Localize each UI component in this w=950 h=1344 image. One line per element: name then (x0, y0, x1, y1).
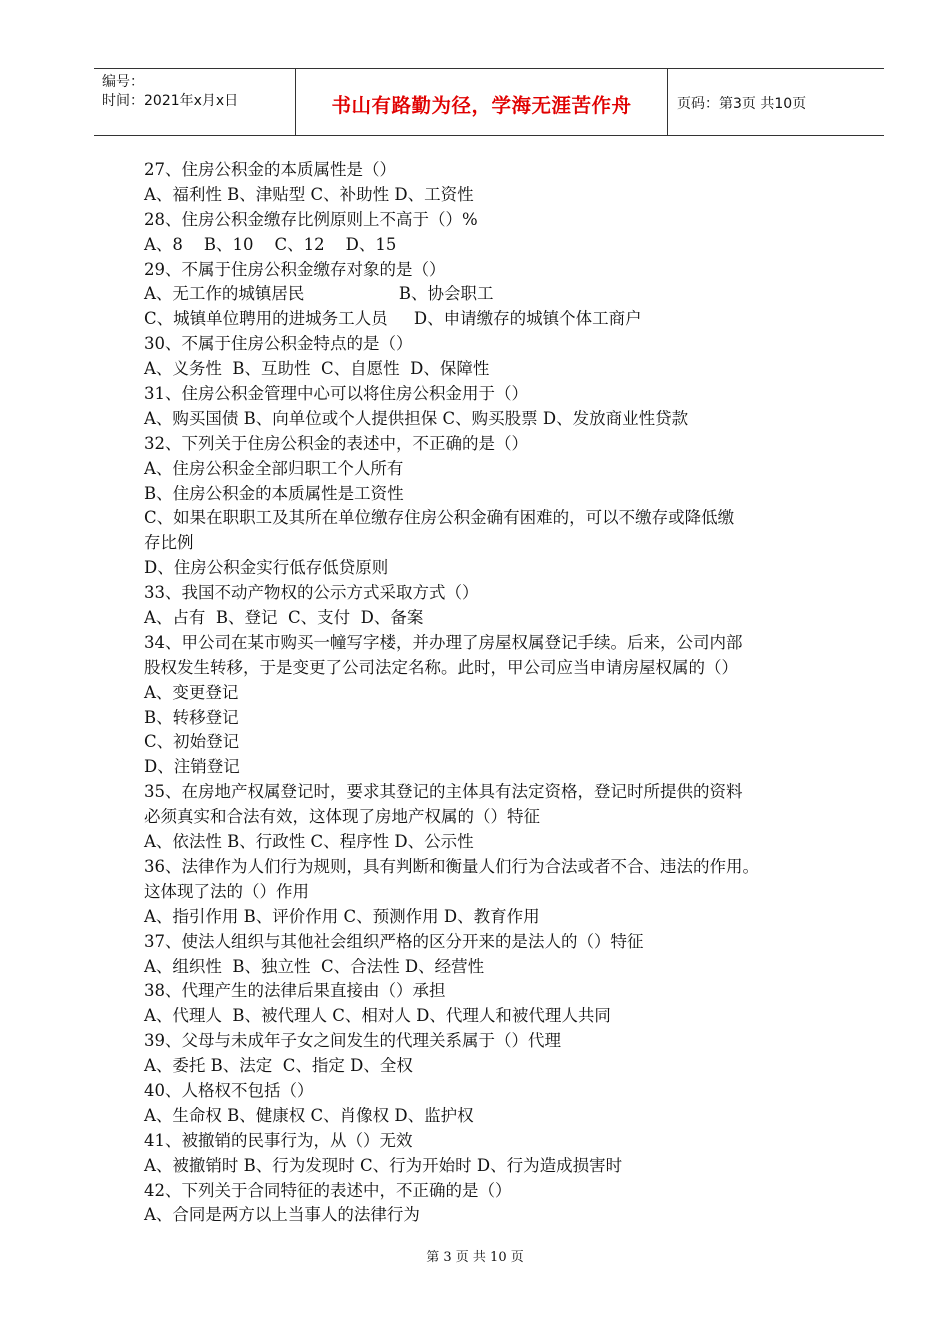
text-line: A、变更登记 (144, 682, 239, 702)
text-line: 34、甲公司在某市购买一幢写字楼，并办理了房屋权属登记手续。后来，公司内部 (144, 632, 743, 652)
document-body (144, 158, 850, 1228)
header-divider (667, 69, 668, 135)
text-line: 31、住房公积金管理中心可以将住房公积金用于（） (144, 384, 528, 404)
text-line: 必须真实和合法有效，这体现了房地产权属的（）特征 (144, 807, 540, 827)
text-line: 38、代理产生的法律后果直接由（）承担 (144, 981, 446, 1001)
text-line: A、福利性 B、津贴型 C、补助性 D、工资性 (144, 184, 474, 204)
text-line: D、住房公积金实行低存低贷原则 (144, 558, 389, 578)
header-meta (102, 73, 238, 111)
text-line: 42、下列关于合同特征的表述中，不正确的是（） (144, 1180, 512, 1200)
text-line: 28、住房公积金缴存比例原则上不高于（）% (144, 209, 478, 229)
text-line: A、组织性 B、独立性 C、合法性 D、经营性 (144, 956, 485, 976)
text-line: 32、下列关于住房公积金的表述中，不正确的是（） (144, 433, 528, 453)
text-line: A、无工作的城镇居民 B、协会职工 (144, 284, 494, 304)
text-line: 27、住房公积金的本质属性是（） (144, 160, 396, 179)
header-page-info: 页码：第3页 共10页 (677, 96, 807, 112)
text-line: 36、法律作为人们行为规则，具有判断和衡量人们行为合法或者不合、违法的作用。 (144, 856, 759, 876)
text-line: 39、父母与未成年子女之间发生的代理关系属于（）代理 (144, 1031, 561, 1051)
text-line: A、合同是两方以上当事人的法律行为 (144, 1205, 420, 1225)
text-line: A、义务性 B、互助性 C、自愿性 D、保障性 (144, 359, 490, 379)
text-line: A、生命权 B、健康权 C、肖像权 D、监护权 (144, 1105, 474, 1125)
text-line: A、代理人 B、被代理人 C、相对人 D、代理人和被代理人共同 (144, 1006, 611, 1026)
text-line: C、城镇单位聘用的进城务工人员 D、申请缴存的城镇个体工商户 (144, 309, 642, 329)
text-line: A、依法性 B、行政性 C、程序性 D、公示性 (144, 832, 474, 852)
code-label: 编号： (102, 74, 144, 90)
page-header (94, 68, 884, 136)
text-line: 41、被撤销的民事行为，从（）无效 (144, 1130, 413, 1150)
text-line: D、注销登记 (144, 757, 240, 777)
text-line: 37、使法人组织与其他社会组织严格的区分开来的是法人的（）特征 (144, 931, 644, 951)
text-line: C、初始登记 (144, 732, 240, 752)
page-footer: 第 3 页 共 10 页 (426, 1250, 524, 1265)
text-line: 33、我国不动产物权的公示方式采取方式（） (144, 583, 479, 603)
text-line: 存比例 (144, 533, 194, 553)
text-line: 35、在房地产权属登记时，要求其登记的主体具有法定资格，登记时所提供的资料 (144, 782, 743, 802)
text-line: A、购买国债 B、向单位或个人提供担保 C、购买股票 D、发放商业性贷款 (144, 408, 689, 428)
text-line: A、被撤销时 B、行为发现时 C、行为开始时 D、行为造成损害时 (144, 1155, 623, 1175)
text-line: C、如果在职职工及其所在单位缴存住房公积金确有困难的，可以不缴存或降低缴 (144, 508, 735, 528)
text-line: A、委托 B、法定 C、指定 D、全权 (144, 1056, 413, 1076)
time-label: 时间：2021年x月x日 (102, 93, 239, 109)
text-line: B、住房公积金的本质属性是工资性 (144, 483, 404, 503)
text-line: A、指引作用 B、评价作用 C、预测作用 D、教育作用 (144, 906, 540, 926)
text-line: 30、不属于住房公积金特点的是（） (144, 334, 413, 354)
text-line: 29、不属于住房公积金缴存对象的是（） (144, 259, 446, 279)
text-line: A、住房公积金全部归职工个人所有 (144, 458, 404, 478)
text-line: 这体现了法的（）作用 (144, 881, 309, 901)
text-line: A、占有 B、登记 C、支付 D、备案 (144, 608, 424, 628)
text-line: A、8 B、10 C、12 D、15 (144, 234, 397, 254)
text-line: 股权发生转移，于是变更了公司法定名称。此时，甲公司应当申请房屋权属的（） (144, 657, 738, 677)
header-motto: 书山有路勤为径，学海无涯苦作舟 (331, 94, 632, 117)
text-line: B、转移登记 (144, 707, 239, 727)
text-line: 40、人格权不包括（） (144, 1080, 314, 1100)
